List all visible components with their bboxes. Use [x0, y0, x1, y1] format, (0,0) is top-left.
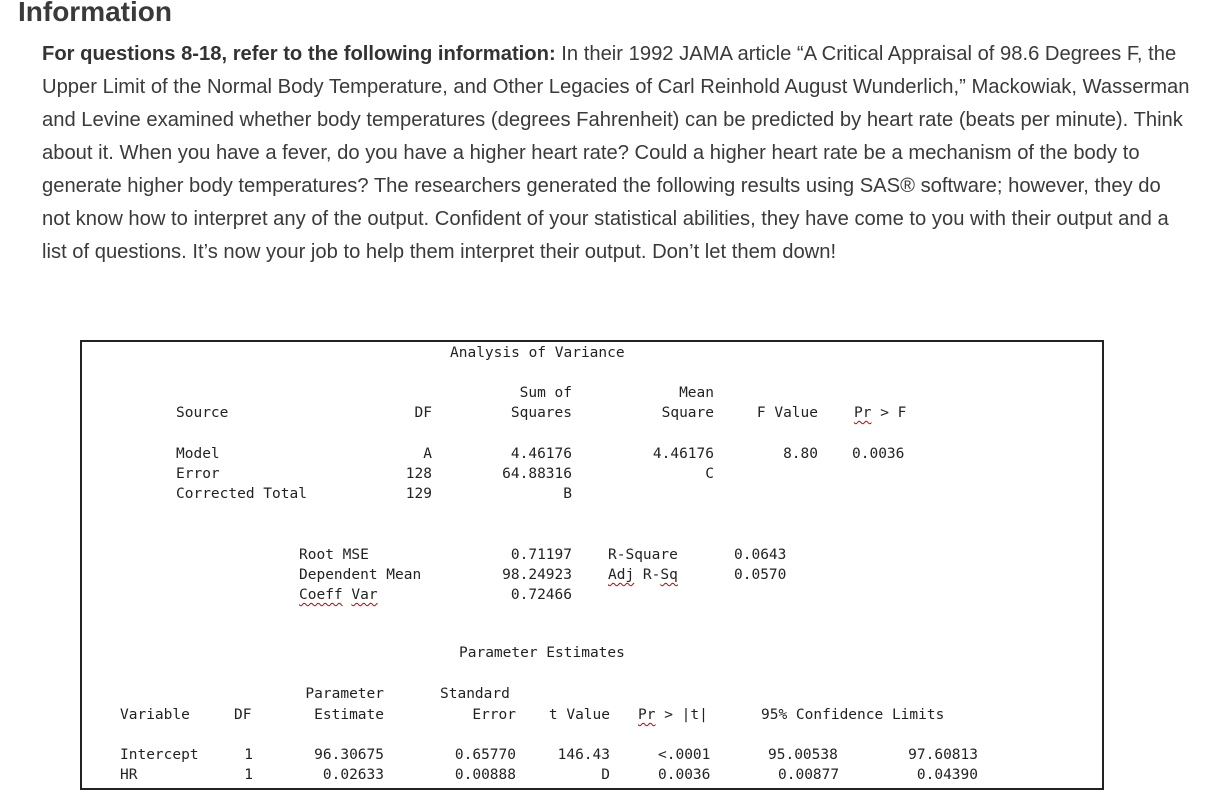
params-row-ci-lower: 0.00877: [778, 767, 840, 783]
fit-root-mse-label: Root MSE: [299, 547, 369, 563]
question-passage: [42, 38, 1192, 269]
anova-row-ss: B: [563, 486, 572, 502]
anova-row-source: Error: [176, 466, 220, 482]
params-row-estimate: 0.02633: [322, 767, 384, 783]
anova-row-df: A: [423, 446, 432, 462]
anova-header-ms-bottom: Square: [661, 405, 714, 421]
passage-lead: For questions 8-18, refer to the following information:: [42, 43, 556, 65]
fit-rsq-value: 0.0643: [734, 547, 787, 563]
anova-row-ss: 64.88316: [502, 466, 572, 482]
anova-row-p: 0.0036: [852, 446, 905, 462]
params-row-t-value: D: [601, 767, 610, 783]
anova-header-ss-bottom: Squares: [510, 405, 572, 421]
params-header-p: Pr > |t|: [638, 707, 708, 723]
fit-root-mse-value: 0.71197: [510, 547, 572, 563]
anova-title: Analysis of Variance: [450, 345, 625, 361]
anova-row-source: Corrected Total: [176, 486, 307, 502]
params-title: Parameter Estimates: [459, 645, 625, 661]
params-header-est-bottom: Estimate: [314, 707, 384, 723]
params-header-se-bottom: Error: [472, 707, 516, 723]
anova-header-source: Source: [176, 405, 229, 421]
params-row-variable: Intercept: [120, 747, 199, 763]
params-row-ci-upper: 0.04390: [916, 767, 978, 783]
params-row-t-value: 146.43: [557, 747, 610, 763]
params-header-ci: 95% Confidence Limits: [761, 707, 945, 723]
params-row-p-value: 0.0036: [658, 767, 711, 783]
fit-dep-mean-label: Dependent Mean: [299, 567, 422, 583]
params-row-p-value: <.0001: [658, 747, 711, 763]
params-row-estimate: 96.30675: [314, 747, 384, 763]
anova-row-ms: C: [705, 466, 714, 482]
params-row-std-error: 0.65770: [454, 747, 516, 763]
params-row-df: 1: [244, 767, 253, 783]
params-row-variable: HR: [120, 767, 138, 783]
anova-row-ms: 4.46176: [652, 446, 714, 462]
fit-adj-rsq-value: 0.0570: [734, 567, 787, 583]
section-heading: Information: [18, 0, 172, 27]
anova-row-df: 128: [405, 466, 432, 482]
fit-coeff-var-value: 0.72466: [510, 587, 572, 603]
anova-header-ss-top: Sum of: [519, 385, 572, 401]
anova-row-f: 8.80: [783, 446, 818, 462]
params-header-est-top: Parameter: [305, 686, 384, 702]
fit-coeff-var-label: Coeff Var: [299, 587, 378, 603]
anova-row-df: 129: [405, 486, 432, 502]
params-header-variable: Variable: [120, 707, 190, 723]
anova-row-ss: 4.46176: [510, 446, 572, 462]
fit-rsq-label: R-Square: [608, 547, 678, 563]
params-row-df: 1: [244, 747, 253, 763]
anova-header-p: Pr > F: [854, 405, 907, 421]
anova-header-f: F Value: [756, 405, 818, 421]
fit-dep-mean-value: 98.24923: [502, 567, 572, 583]
anova-header-ms-top: Mean: [679, 385, 714, 401]
passage-body: In their 1992 JAMA article “A Critical Appraisal of 98.6 Degrees F, the Upper Limit of the Normal Body Temperature, and Other Legacies of Carl Reinhold August Wunderlich,” Mackowiak, Wasserman and Levine examined whether body temperatures (degrees Fahrenheit) can be predicted by heart rate (beats per minute). Think about it. When you have a fever, do you have a higher heart rate? Could a higher heart rate be a mechanism of the body to generate higher body temperatures? The researchers generated the following results using SAS® software; however, they do not know how to interpret any of the output. Confident of your statistical abilities, they have come to you with their output and a list of questions. It’s now your job to help them interpret their output. Don’t let them down!: [42, 43, 1190, 263]
params-row-std-error: 0.00888: [454, 767, 516, 783]
params-header-se-top: Standard: [440, 686, 510, 702]
params-header-t: t Value: [548, 707, 610, 723]
anova-header-df: DF: [414, 405, 432, 421]
params-header-df: DF: [234, 707, 252, 723]
anova-row-source: Model: [176, 446, 220, 462]
fit-adj-rsq-label: Adj R-Sq: [608, 567, 678, 583]
params-row-ci-lower: 95.00538: [768, 747, 838, 763]
sas-output-panel: [80, 340, 1104, 790]
params-row-ci-upper: 97.60813: [908, 747, 978, 763]
